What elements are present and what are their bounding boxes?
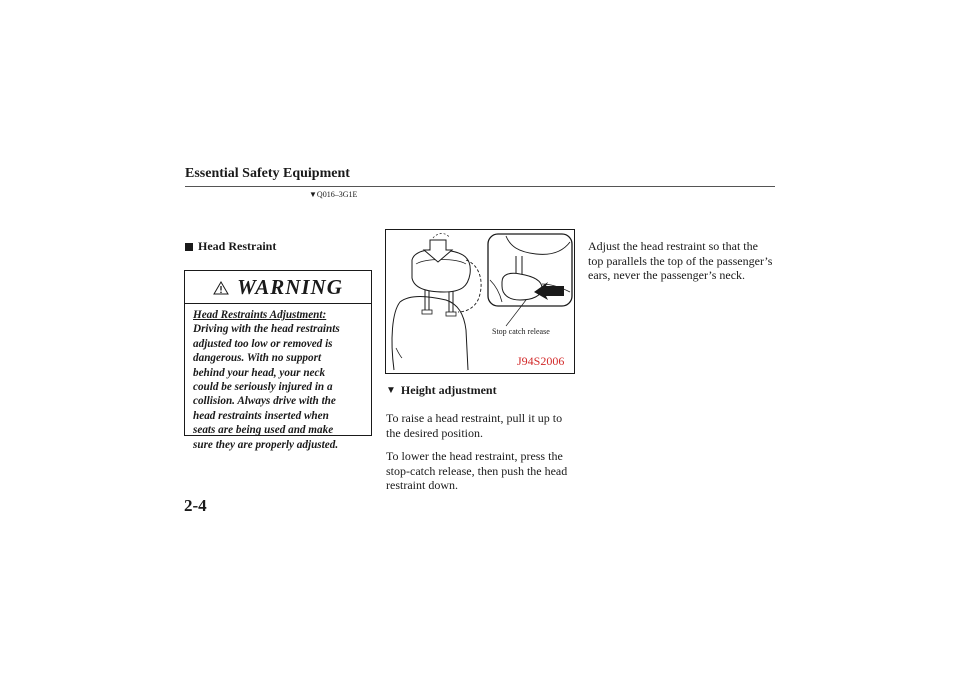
adjust-paragraph: [588, 239, 783, 283]
paragraph-line: the desired position.: [386, 425, 483, 440]
warning-line: head restraints inserted when: [193, 409, 329, 422]
warning-body: [193, 308, 369, 452]
warning-line: seats are being used and make: [193, 424, 334, 437]
section-heading: [185, 239, 276, 254]
section-heading-text: Head Restraint: [198, 239, 277, 253]
warning-header: [185, 275, 371, 300]
filled-square-icon: [185, 243, 193, 251]
warning-box: [184, 270, 372, 451]
paragraph-line: Adjust the head restraint so that the: [588, 239, 758, 253]
warning-line: behind your head, your neck: [193, 366, 326, 379]
warning-line: dangerous. With no support: [193, 352, 322, 365]
warning-title: WARNING: [237, 275, 343, 299]
raise-paragraph: [386, 411, 576, 440]
header-rule: [185, 186, 775, 187]
paragraph-line: ears, never the passenger’s neck.: [588, 268, 746, 282]
height-adjustment-heading: [386, 383, 497, 398]
head-restraint-illustration: [385, 229, 575, 374]
figure-label: Stop catch release: [492, 327, 550, 336]
page-number: 2-4: [184, 496, 207, 515]
warning-line: collision. Always drive with the: [193, 395, 336, 408]
paragraph-line: restraint down.: [386, 478, 458, 492]
warning-triangle-icon: [213, 281, 229, 295]
doc-code: ▼Q016–3G1E: [309, 190, 358, 199]
paragraph-line: stop-catch release, then push the head: [386, 463, 568, 478]
head-restraint-drawing: [386, 230, 574, 373]
lower-paragraph: [386, 449, 576, 493]
down-triangle-icon: ▼: [386, 385, 396, 396]
height-adjustment-title: Height adjustment: [400, 383, 497, 397]
warning-line: could be seriously injured in a: [193, 381, 333, 394]
warning-line: sure they are properly adjusted.: [193, 438, 339, 451]
down-triangle-icon: ▼: [309, 190, 317, 199]
warning-line: Driving with the head restraints: [193, 323, 340, 336]
warning-divider: [185, 303, 371, 304]
paragraph-line: To lower the head restraint, press the: [386, 449, 563, 463]
warning-line: adjusted too low or removed is: [193, 337, 333, 350]
paragraph-line: To raise a head restraint, pull it up to: [386, 411, 563, 425]
figure-code: J94S2006: [517, 354, 565, 368]
section-title: Essential Safety Equipment: [185, 166, 350, 181]
paragraph-line: top parallels the top of the passenger’s: [588, 253, 773, 268]
warning-subhead: Head Restraints Adjustment:: [193, 309, 327, 321]
